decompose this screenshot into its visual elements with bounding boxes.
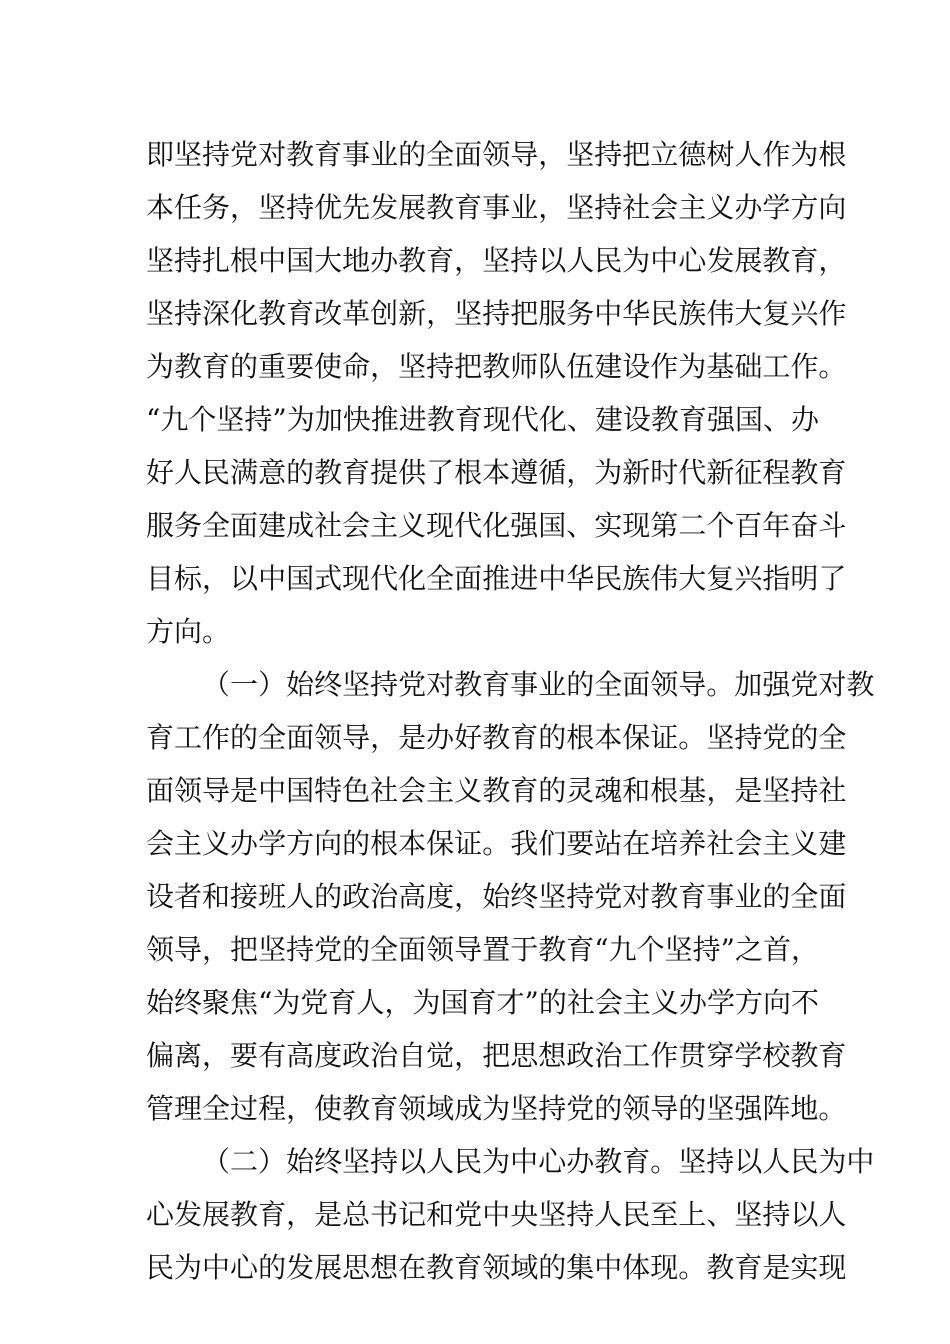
text-line: 会 主 义 办 学 方 向 的 根 本 保 证 。 我 们 要 站 在 培 养 社 会 主 义 建 xyxy=(146,827,847,860)
text-line: 方向。 xyxy=(146,615,231,648)
paragraph-heading-line: （ 一 ） 始 终 坚 持 党 对 教 育 事 业 的 全 面 领 导 。 加 强 党 对 教 xyxy=(202,668,875,701)
document-body xyxy=(146,128,875,1294)
text-line: 坚 持 深 化 教 育 改 革 创 新 ， 坚 持 把 服 务 中 华 民 族 伟 大 复 兴 作 xyxy=(146,297,847,330)
text-line: 育 工 作 的 全 面 领 导 ， 是 办 好 教 育 的 根 本 保 证 。 坚 持 党 的 全 xyxy=(146,721,847,754)
text-line: 坚 持 扎 根 中 国 大 地 办 教 育 ， 坚 持 以 人 民 为 中 心 发 展 教 育 ， xyxy=(146,244,847,277)
text-line: 管 理 全 过 程 ， 使 教 育 领 域 成 为 坚 持 党 的 领 导 的 坚 强 阵 地 。 xyxy=(146,1092,847,1125)
text-line: 目 标 ， 以 中 国 式 现 代 化 全 面 推 进 中 华 民 族 伟 大 复 兴 指 明 了 xyxy=(146,562,847,595)
text-line: 民 为 中 心 的 发 展 思 想 在 教 育 领 域 的 集 中 体 现 。 教 育 是 实 现 xyxy=(146,1251,847,1284)
text-line: 为 教 育 的 重 要 使 命 ， 坚 持 把 教 师 队 伍 建 设 作 为 基 础 工 作 。 xyxy=(146,350,847,383)
text-line: 始 终 聚 焦 “ 为 党 育 人 ， 为 国 育 才 ” 的 社 会 主 义 办 学 方 向 不 xyxy=(146,986,820,1019)
text-line: 偏 离 ， 要 有 高 度 政 治 自 觉 ， 把 思 想 政 治 工 作 贯 穿 学 校 教 育 xyxy=(146,1039,847,1072)
text-line: 好 人 民 满 意 的 教 育 提 供 了 根 本 遵 循 ， 为 新 时 代 新 征 程 教 育 xyxy=(146,456,847,489)
text-line: 设 者 和 接 班 人 的 政 治 高 度 ， 始 终 坚 持 党 对 教 育 事 业 的 全 面 xyxy=(146,880,847,913)
text-line: “ 九 个 坚 持 ” 为 加 快 推 进 教 育 现 代 化 、 建 设 教 育 强 国 、 办 xyxy=(146,403,820,436)
text-line: 心 发 展 教 育 ， 是 总 书 记 和 党 中 央 坚 持 人 民 至 上 、 坚 持 以 人 xyxy=(146,1198,847,1231)
text-line: 本 任 务 ， 坚 持 优 先 发 展 教 育 事 业 ， 坚 持 社 会 主 义 办 学 方 向 xyxy=(146,191,847,224)
text-line: 领 导 ， 把 坚 持 党 的 全 面 领 导 置 于 教 育 “ 九 个 坚 持 ” 之 首 ， xyxy=(146,933,820,966)
text-line: 即 坚 持 党 对 教 育 事 业 的 全 面 领 导 ， 坚 持 把 立 德 树 人 作 为 根 xyxy=(146,138,847,171)
text-line: 服 务 全 面 建 成 社 会 主 义 现 代 化 强 国 、 实 现 第 二 个 百 年 奋 斗 xyxy=(146,509,847,542)
text-line: 面 领 导 是 中 国 特 色 社 会 主 义 教 育 的 灵 魂 和 根 基 ， 是 坚 持 社 xyxy=(146,774,847,807)
paragraph-heading-line: （ 二 ） 始 终 坚 持 以 人 民 为 中 心 办 教 育 。 坚 持 以 人 民 为 中 xyxy=(202,1145,875,1178)
